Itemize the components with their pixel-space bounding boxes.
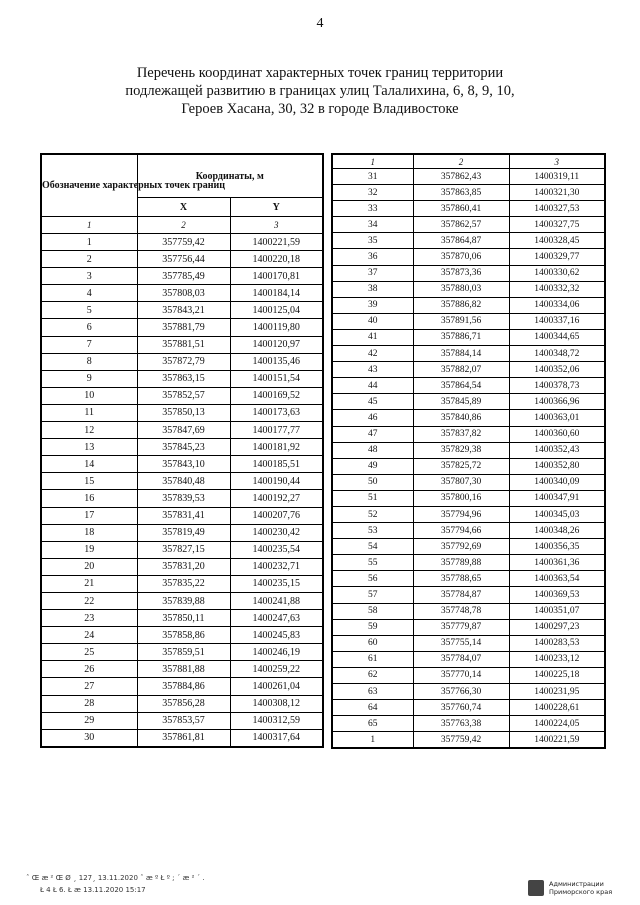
point-number-cell: 30	[41, 729, 137, 747]
table-row	[332, 474, 605, 490]
x-coordinate-cell: 357788,65	[413, 571, 509, 587]
point-number-cell: 59	[332, 619, 413, 635]
point-number-cell: 61	[332, 651, 413, 667]
point-number-cell: 33	[332, 201, 413, 217]
y-coordinate-cell: 1400348,26	[509, 523, 605, 539]
x-coordinate-cell: 357766,30	[413, 684, 509, 700]
table-row	[332, 410, 605, 426]
table-row	[41, 644, 323, 661]
y-coordinate-cell: 1400327,53	[509, 201, 605, 217]
y-coordinate-cell: 1400330,62	[509, 265, 605, 281]
point-number-cell: 43	[332, 362, 413, 378]
x-coordinate-cell: 357860,41	[413, 201, 509, 217]
point-number-cell: 41	[332, 329, 413, 345]
point-number-cell: 13	[41, 439, 137, 456]
y-coordinate-cell: 1400259,22	[230, 661, 323, 678]
x-coordinate-cell: 357807,30	[413, 474, 509, 490]
table-row	[332, 506, 605, 522]
x-coordinate-cell: 357881,51	[137, 336, 230, 353]
y-coordinate-cell: 1400230,42	[230, 524, 323, 541]
y-coordinate-cell: 1400351,07	[509, 603, 605, 619]
y-coordinate-cell: 1400361,36	[509, 555, 605, 571]
point-number-cell: 53	[332, 523, 413, 539]
table-row	[41, 387, 323, 404]
point-number-cell: 23	[41, 610, 137, 627]
y-coordinate-cell: 1400125,04	[230, 302, 323, 319]
table-row	[41, 729, 323, 747]
logo-text	[549, 880, 612, 896]
y-coordinate-cell: 1400192,27	[230, 490, 323, 507]
y-coordinate-cell: 1400231,95	[509, 684, 605, 700]
table-row	[332, 667, 605, 683]
y-coordinate-cell: 1400352,43	[509, 442, 605, 458]
x-coordinate-cell: 357884,86	[137, 678, 230, 695]
point-number-cell: 46	[332, 410, 413, 426]
y-coordinate-cell: 1400220,18	[230, 251, 323, 268]
point-number-cell: 4	[41, 285, 137, 302]
index-cell: 1	[41, 217, 137, 234]
point-number-cell: 12	[41, 422, 137, 439]
x-coordinate-cell: 357864,54	[413, 378, 509, 394]
y-coordinate-cell: 1400173,63	[230, 404, 323, 421]
table-row	[41, 353, 323, 370]
table-row	[332, 587, 605, 603]
y-coordinate-cell: 1400246,19	[230, 644, 323, 661]
table-row	[41, 473, 323, 490]
table-row	[332, 700, 605, 716]
x-coordinate-cell: 357870,06	[413, 249, 509, 265]
table-row	[41, 558, 323, 575]
point-number-cell: 28	[41, 695, 137, 712]
x-coordinate-cell: 357864,87	[413, 233, 509, 249]
x-coordinate-cell: 357872,79	[137, 353, 230, 370]
y-coordinate-cell: 1400340,09	[509, 474, 605, 490]
y-coordinate-cell: 1400190,44	[230, 473, 323, 490]
table-row	[41, 575, 323, 592]
table-row	[41, 422, 323, 439]
x-coordinate-cell: 357792,69	[413, 539, 509, 555]
x-coordinate-cell: 357861,81	[137, 729, 230, 747]
y-coordinate-cell: 1400261,04	[230, 678, 323, 695]
signature-stamp-line: ˆ Œ æ ² Œ Ø ¸ 127¸ 13.11.2020 ˆ æ º Ł º ; ´ æ ² ´ .	[26, 874, 205, 882]
table-row	[41, 285, 323, 302]
point-number-cell: 29	[41, 712, 137, 729]
table-row	[41, 592, 323, 609]
point-number-cell: 26	[41, 661, 137, 678]
x-coordinate-cell: 357852,57	[137, 387, 230, 404]
coordinates-table-right	[331, 153, 606, 749]
x-coordinate-cell: 357843,10	[137, 456, 230, 473]
y-coordinate-cell: 1400329,77	[509, 249, 605, 265]
point-number-cell: 18	[41, 524, 137, 541]
point-number-cell: 14	[41, 456, 137, 473]
y-coordinate-cell: 1400332,32	[509, 281, 605, 297]
y-coordinate-cell: 1400283,53	[509, 635, 605, 651]
x-coordinate-cell: 357794,96	[413, 506, 509, 522]
point-number-cell: 36	[332, 249, 413, 265]
table-row	[332, 329, 605, 345]
header-coordinates: Координаты, м	[137, 154, 323, 198]
table-row	[332, 684, 605, 700]
x-coordinate-cell: 357863,15	[137, 370, 230, 387]
x-coordinate-cell: 357759,42	[137, 234, 230, 251]
y-coordinate-cell: 1400151,54	[230, 370, 323, 387]
x-coordinate-cell: 357825,72	[413, 458, 509, 474]
table-row	[332, 233, 605, 249]
table-row	[332, 523, 605, 539]
x-coordinate-cell: 357784,87	[413, 587, 509, 603]
y-coordinate-cell: 1400169,52	[230, 387, 323, 404]
point-number-cell: 8	[41, 353, 137, 370]
table-row	[41, 268, 323, 285]
table-row	[332, 362, 605, 378]
point-number-cell: 64	[332, 700, 413, 716]
signature-stamp-date: Ł 4 Ł 6. Ł æ 13.11.2020 15:17	[40, 886, 146, 894]
table-row	[332, 346, 605, 362]
point-number-cell: 39	[332, 297, 413, 313]
table-row	[332, 571, 605, 587]
point-number-cell: 10	[41, 387, 137, 404]
y-coordinate-cell: 1400247,63	[230, 610, 323, 627]
index-cell: 2	[413, 154, 509, 169]
heading-line-2: подлежащей развитию в границах улиц Талалихина, 6, 8, 9, 10,	[125, 83, 515, 99]
x-coordinate-cell: 357850,11	[137, 610, 230, 627]
x-coordinate-cell: 357845,23	[137, 439, 230, 456]
y-coordinate-cell: 1400321,30	[509, 185, 605, 201]
table-row	[41, 302, 323, 319]
point-number-cell: 52	[332, 506, 413, 522]
table-row	[332, 490, 605, 506]
y-coordinate-cell: 1400348,72	[509, 346, 605, 362]
table-row	[41, 404, 323, 421]
point-number-cell: 21	[41, 575, 137, 592]
table-row	[332, 442, 605, 458]
table-row	[41, 251, 323, 268]
table-row	[41, 234, 323, 251]
point-number-cell: 42	[332, 346, 413, 362]
table-row	[332, 217, 605, 233]
y-coordinate-cell: 1400378,73	[509, 378, 605, 394]
y-coordinate-cell: 1400225,18	[509, 667, 605, 683]
y-coordinate-cell: 1400135,46	[230, 353, 323, 370]
table-row	[41, 610, 323, 627]
index-cell: 2	[137, 217, 230, 234]
x-coordinate-cell: 357794,66	[413, 523, 509, 539]
point-number-cell: 5	[41, 302, 137, 319]
emblem-icon	[528, 880, 544, 896]
point-number-cell: 65	[332, 716, 413, 732]
x-coordinate-cell: 357770,14	[413, 667, 509, 683]
y-coordinate-cell: 1400327,75	[509, 217, 605, 233]
point-number-cell: 34	[332, 217, 413, 233]
index-cell: 3	[230, 217, 323, 234]
header-y: Y	[230, 198, 323, 217]
x-coordinate-cell: 357840,86	[413, 410, 509, 426]
point-number-cell: 7	[41, 336, 137, 353]
y-coordinate-cell: 1400345,03	[509, 506, 605, 522]
x-coordinate-cell: 357847,69	[137, 422, 230, 439]
x-coordinate-cell: 357819,49	[137, 524, 230, 541]
x-coordinate-cell: 357882,07	[413, 362, 509, 378]
y-coordinate-cell: 1400347,91	[509, 490, 605, 506]
point-number-cell: 62	[332, 667, 413, 683]
x-coordinate-cell: 357827,15	[137, 541, 230, 558]
header-designation: Обозначение характерных точек границ	[41, 154, 137, 217]
point-number-cell: 1	[41, 234, 137, 251]
point-number-cell: 58	[332, 603, 413, 619]
x-coordinate-cell: 357862,43	[413, 169, 509, 185]
x-coordinate-cell: 357756,44	[137, 251, 230, 268]
x-coordinate-cell: 357839,53	[137, 490, 230, 507]
x-coordinate-cell: 357829,38	[413, 442, 509, 458]
y-coordinate-cell: 1400312,59	[230, 712, 323, 729]
point-number-cell: 47	[332, 426, 413, 442]
table-row	[41, 490, 323, 507]
y-coordinate-cell: 1400352,06	[509, 362, 605, 378]
point-number-cell: 15	[41, 473, 137, 490]
table-row	[41, 456, 323, 473]
x-coordinate-cell: 357858,86	[137, 627, 230, 644]
logo-text-line-2: Приморского края	[549, 888, 613, 896]
point-number-cell: 45	[332, 394, 413, 410]
y-coordinate-cell: 1400245,83	[230, 627, 323, 644]
x-coordinate-cell: 357755,14	[413, 635, 509, 651]
y-coordinate-cell: 1400207,76	[230, 507, 323, 524]
y-coordinate-cell: 1400369,53	[509, 587, 605, 603]
y-coordinate-cell: 1400181,92	[230, 439, 323, 456]
point-number-cell: 50	[332, 474, 413, 490]
point-number-cell: 22	[41, 592, 137, 609]
table-row	[332, 185, 605, 201]
y-coordinate-cell: 1400221,59	[230, 234, 323, 251]
table-row	[332, 539, 605, 555]
point-number-cell: 24	[41, 627, 137, 644]
table-row	[41, 319, 323, 336]
table-row	[41, 370, 323, 387]
table-row	[41, 336, 323, 353]
y-coordinate-cell: 1400363,01	[509, 410, 605, 426]
y-coordinate-cell: 1400366,96	[509, 394, 605, 410]
x-coordinate-cell: 357837,82	[413, 426, 509, 442]
index-cell: 1	[332, 154, 413, 169]
heading-line-3: Героев Хасана, 30, 32 в городе Владивостоке	[181, 101, 459, 117]
x-coordinate-cell: 357884,14	[413, 346, 509, 362]
table-row	[332, 313, 605, 329]
table-row	[41, 524, 323, 541]
table-row	[332, 249, 605, 265]
x-coordinate-cell: 357862,57	[413, 217, 509, 233]
table-row	[332, 603, 605, 619]
x-coordinate-cell: 357856,28	[137, 695, 230, 712]
x-coordinate-cell: 357881,79	[137, 319, 230, 336]
point-number-cell: 60	[332, 635, 413, 651]
table-row	[41, 712, 323, 729]
x-coordinate-cell: 357763,38	[413, 716, 509, 732]
table-row	[332, 651, 605, 667]
table-row	[332, 716, 605, 732]
index-cell: 3	[509, 154, 605, 169]
y-coordinate-cell: 1400356,35	[509, 539, 605, 555]
x-coordinate-cell: 357881,88	[137, 661, 230, 678]
point-number-cell: 44	[332, 378, 413, 394]
point-number-cell: 49	[332, 458, 413, 474]
x-coordinate-cell: 357859,51	[137, 644, 230, 661]
y-coordinate-cell: 1400233,12	[509, 651, 605, 667]
table-row	[41, 439, 323, 456]
y-coordinate-cell: 1400317,64	[230, 729, 323, 747]
y-coordinate-cell: 1400119,80	[230, 319, 323, 336]
table-row	[41, 627, 323, 644]
y-coordinate-cell: 1400232,71	[230, 558, 323, 575]
table-row	[332, 281, 605, 297]
x-coordinate-cell: 357840,48	[137, 473, 230, 490]
x-coordinate-cell: 357800,16	[413, 490, 509, 506]
table-row	[332, 201, 605, 217]
table-row	[41, 678, 323, 695]
x-coordinate-cell: 357873,36	[413, 265, 509, 281]
table-row	[41, 661, 323, 678]
y-coordinate-cell: 1400177,77	[230, 422, 323, 439]
y-coordinate-cell: 1400221,59	[509, 732, 605, 749]
x-coordinate-cell: 357831,41	[137, 507, 230, 524]
y-coordinate-cell: 1400235,15	[230, 575, 323, 592]
x-coordinate-cell: 357789,88	[413, 555, 509, 571]
point-number-cell: 55	[332, 555, 413, 571]
y-coordinate-cell: 1400344,65	[509, 329, 605, 345]
table-row	[332, 426, 605, 442]
y-coordinate-cell: 1400352,80	[509, 458, 605, 474]
point-number-cell: 17	[41, 507, 137, 524]
point-number-cell: 63	[332, 684, 413, 700]
point-number-cell: 54	[332, 539, 413, 555]
x-coordinate-cell: 357784,07	[413, 651, 509, 667]
x-coordinate-cell: 357839,88	[137, 592, 230, 609]
point-number-cell: 11	[41, 404, 137, 421]
table-row	[332, 732, 605, 749]
table-row	[332, 635, 605, 651]
page-number: 4	[316, 16, 324, 31]
x-coordinate-cell: 357886,71	[413, 329, 509, 345]
point-number-cell: 3	[41, 268, 137, 285]
y-coordinate-cell: 1400224,05	[509, 716, 605, 732]
table-row	[332, 619, 605, 635]
table-row	[332, 297, 605, 313]
point-number-cell: 38	[332, 281, 413, 297]
table-row	[332, 555, 605, 571]
point-number-cell: 31	[332, 169, 413, 185]
point-number-cell: 6	[41, 319, 137, 336]
x-coordinate-cell: 357886,82	[413, 297, 509, 313]
point-number-cell: 9	[41, 370, 137, 387]
header-x: X	[137, 198, 230, 217]
y-coordinate-cell: 1400228,61	[509, 700, 605, 716]
y-coordinate-cell: 1400235,54	[230, 541, 323, 558]
point-number-cell: 48	[332, 442, 413, 458]
point-number-cell: 40	[332, 313, 413, 329]
point-number-cell: 19	[41, 541, 137, 558]
x-coordinate-cell: 357759,42	[413, 732, 509, 749]
document-heading	[0, 64, 640, 118]
x-coordinate-cell: 357863,85	[413, 185, 509, 201]
x-coordinate-cell: 357850,13	[137, 404, 230, 421]
x-coordinate-cell: 357880,03	[413, 281, 509, 297]
point-number-cell: 20	[41, 558, 137, 575]
table-row	[332, 265, 605, 281]
table-row	[41, 541, 323, 558]
y-coordinate-cell: 1400297,23	[509, 619, 605, 635]
point-number-cell: 37	[332, 265, 413, 281]
point-number-cell: 51	[332, 490, 413, 506]
table-row	[332, 458, 605, 474]
y-coordinate-cell: 1400184,14	[230, 285, 323, 302]
y-coordinate-cell: 1400319,11	[509, 169, 605, 185]
x-coordinate-cell: 357779,87	[413, 619, 509, 635]
x-coordinate-cell: 357845,89	[413, 394, 509, 410]
y-coordinate-cell: 1400170,81	[230, 268, 323, 285]
y-coordinate-cell: 1400328,45	[509, 233, 605, 249]
y-coordinate-cell: 1400360,60	[509, 426, 605, 442]
x-coordinate-cell: 357748,78	[413, 603, 509, 619]
heading-line-1: Перечень координат характерных точек границ территории	[136, 65, 504, 81]
point-number-cell: 1	[332, 732, 413, 749]
y-coordinate-cell: 1400120,97	[230, 336, 323, 353]
x-coordinate-cell: 357843,21	[137, 302, 230, 319]
point-number-cell: 35	[332, 233, 413, 249]
y-coordinate-cell: 1400363,54	[509, 571, 605, 587]
point-number-cell: 16	[41, 490, 137, 507]
table-row	[41, 507, 323, 524]
table-row	[332, 394, 605, 410]
x-coordinate-cell: 357891,56	[413, 313, 509, 329]
coordinates-table-left	[40, 153, 324, 748]
point-number-cell: 57	[332, 587, 413, 603]
point-number-cell: 32	[332, 185, 413, 201]
x-coordinate-cell: 357760,74	[413, 700, 509, 716]
x-coordinate-cell: 357785,49	[137, 268, 230, 285]
table-row	[41, 695, 323, 712]
x-coordinate-cell: 357853,57	[137, 712, 230, 729]
x-coordinate-cell: 357835,22	[137, 575, 230, 592]
x-coordinate-cell: 357831,20	[137, 558, 230, 575]
y-coordinate-cell: 1400334,06	[509, 297, 605, 313]
x-coordinate-cell: 357808,03	[137, 285, 230, 302]
point-number-cell: 25	[41, 644, 137, 661]
point-number-cell: 56	[332, 571, 413, 587]
y-coordinate-cell: 1400337,16	[509, 313, 605, 329]
y-coordinate-cell: 1400241,88	[230, 592, 323, 609]
administration-logo	[528, 880, 612, 896]
point-number-cell: 27	[41, 678, 137, 695]
point-number-cell: 2	[41, 251, 137, 268]
y-coordinate-cell: 1400308,12	[230, 695, 323, 712]
table-row	[332, 169, 605, 185]
logo-text-line-1: Администрации	[549, 880, 604, 888]
y-coordinate-cell: 1400185,51	[230, 456, 323, 473]
table-row	[332, 378, 605, 394]
